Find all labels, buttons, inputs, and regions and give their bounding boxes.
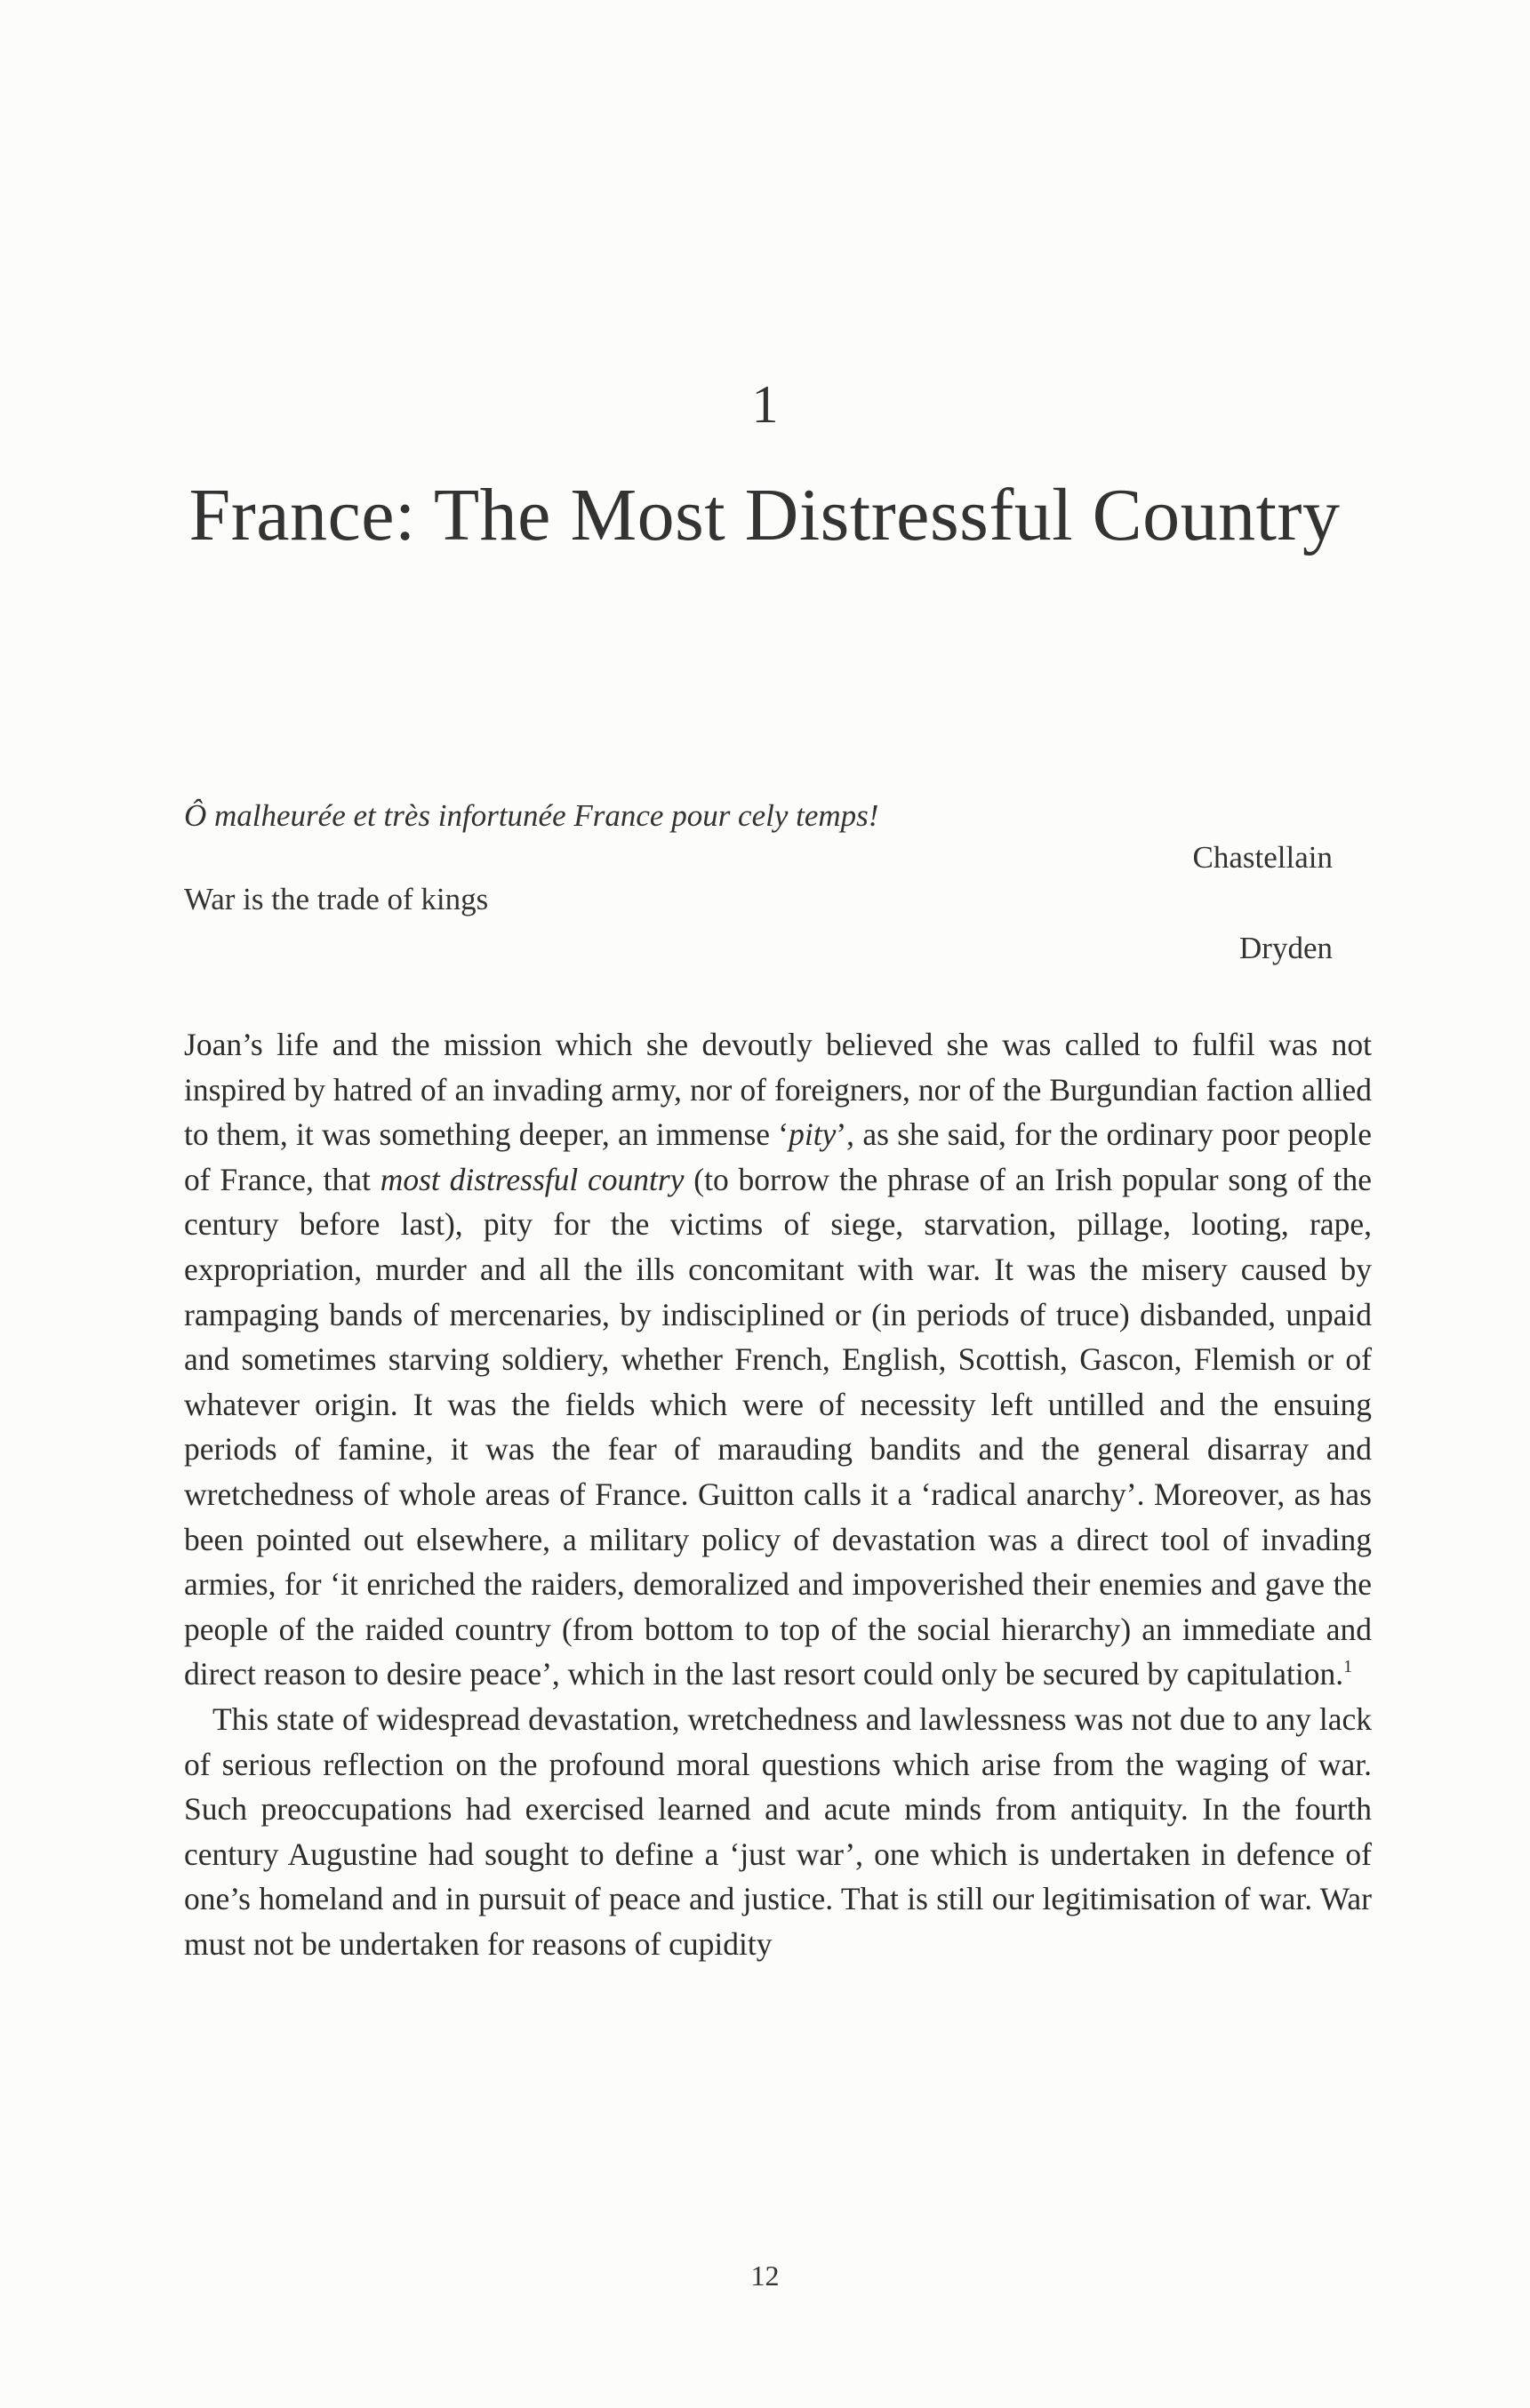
paragraph-1-text-b: ’, as she said, for the ordinary poor people of France, that bbox=[184, 1116, 1372, 1197]
paragraph-1-text-c: (to borrow the phrase of an Irish popular song of the century before last), pity for the victims of siege, starvation, pillage, looting, rape, expropriation, murder and all the ills concomitant with war. It was the misery caused by rampaging bands of mercenaries, by indisciplined or (in periods of truce) disbanded, unpaid and sometimes starving soldiery, whether French, English, Scottish, Gascon, Flemish or of whatever origin. It was the fields which were of necessity left untilled and the ensuing periods of famine, it was the fear of marauding bandits and the general disarray and wretchedness of whole areas of France. Guitton calls it a ‘radical anarchy’. Moreover, as has been pointed out elsewhere, a military policy of devastation was a direct tool of invading armies, for ‘it enriched the raiders, demoralized and impoverished their enemies and gave the people of the raided country (from bottom to top of the social hierarchy) an immediate and direct reason to desire peace’, which in the last resort could only be secured by capitulation. bbox=[184, 1161, 1372, 1692]
chapter-title: France: The Most Distressful Country bbox=[188, 474, 1341, 556]
epigraph-2: War is the trade of kings bbox=[184, 882, 489, 916]
emphasis-most-distressful-country: most distressful country bbox=[380, 1161, 685, 1197]
epigraph-1: Ô malheurée et très infortunée France pour cely temps! bbox=[184, 798, 879, 833]
paragraph-2: This state of widespread devastation, wretchedness and lawlessness was not due to any lack of serious reflection on the profound moral questions which arise from the waging of war. Such preoccupations had exercised learned and acute minds from antiquity. In the fourth century Augustine had sought to define a ‘just war’, one which is undertaken in defence of one’s homeland and in pursuit of peace and justice. That is still our legitimisation of war. War must not be undertaken for reasons of cupidity bbox=[184, 1700, 1372, 1962]
epigraph-1-attribution: Chastellain bbox=[1192, 840, 1333, 875]
paragraph-1 bbox=[184, 1022, 1372, 1697]
emphasis-pity: pity bbox=[789, 1116, 837, 1153]
epigraph-2-attribution: Dryden bbox=[1239, 931, 1333, 965]
footnote-marker: 1 bbox=[1343, 1657, 1353, 1677]
page-number: 12 bbox=[750, 2260, 780, 2292]
body-text bbox=[184, 1022, 1372, 1966]
chapter-number: 1 bbox=[751, 375, 779, 434]
paragraph-1-text-a: Joan’s life and the mission which she devoutly believed she was called to fulfil was not inspired by hatred of an invading army, nor of foreigners, nor of the Burgundian faction allied to them, it was something deeper, an immense ‘ bbox=[184, 1027, 1372, 1153]
